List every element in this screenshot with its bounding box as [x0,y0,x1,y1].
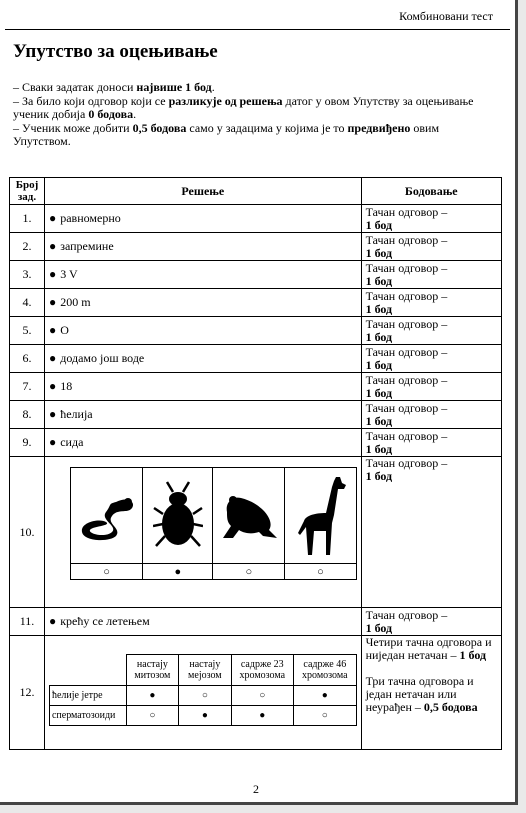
row-answer: ● сида [44,429,361,457]
instructions [13,81,493,149]
header-solution: Решење [44,178,361,205]
row-number: 4. [10,289,45,317]
table-row [10,401,502,429]
table-header-row [10,178,502,205]
table-row [10,233,502,261]
row-number: 5. [10,317,45,345]
row-answer: ● запремине [44,233,361,261]
cells-row-liver: ћелије јетре ● ○ ○ ● [49,686,356,706]
cells-row-sperm: сперматозоиди ○ ● ● ○ [49,706,356,726]
header-scoring: Бодовање [361,178,501,205]
page-title: Упутство за оцењивање [13,41,218,62]
scoring-half: Три тачна одговора и један нетачан или неурађен – 0,5 бодова [365,674,478,714]
animals-table [70,467,357,580]
table-row-12 [10,636,502,750]
table-row [10,205,502,233]
row-scoring: Тачан одговор – 1 бод [361,429,501,457]
table-row [10,289,502,317]
table-row-10 [10,457,502,608]
row-number: 8. [10,401,45,429]
instruction-2: – За било који одговор који се разликује од решења датог у овом Упутству за оцењивање ученик добија 0 бодова. [13,93,474,121]
col-46-chromosomes: садрже 46 хромозома [294,655,357,686]
col-mitosis: настају митозом [126,655,179,686]
row-scoring: Тачан одговор – 1 бод [361,345,501,373]
cells-table [49,654,357,726]
page-number: 2 [253,782,259,796]
animal-mark-1: ○ [70,564,142,580]
row-answer: ● крећу се летењем [44,608,361,636]
row-number: 7. [10,373,45,401]
row-answer-cells [44,636,361,750]
table-row [10,345,502,373]
table-row [10,317,502,345]
instruction-1: – Сваки задатак доноси највише 1 бод. [13,80,215,94]
animal-mark-2: ● [143,564,213,580]
row-number: 6. [10,345,45,373]
row-number: 1. [10,205,45,233]
row-answer: ● 200 m [44,289,361,317]
table-row [10,373,502,401]
row-scoring: Тачан одговор – 1 бод [361,205,501,233]
row-scoring: Тачан одговор – 1 бод [361,289,501,317]
snake-icon [70,468,142,564]
test-type-header: Комбиновани тест [399,9,493,23]
row-scoring: Тачан одговор – 1 бод [361,401,501,429]
frog-icon [213,468,285,564]
instruction-3: – Ученик може добити 0,5 бодова само у задацима у којима је то предвиђено овим Упутством. [13,120,440,148]
row-number: 11. [10,608,45,636]
row-scoring [361,636,501,750]
row-scoring: Тачан одговор – 1 бод [361,233,501,261]
animal-mark-4: ○ [285,564,356,580]
row-answer: ● 3 V [44,261,361,289]
header-divider [5,29,510,30]
row-scoring: Тачан одговор – 1 бод [361,457,501,608]
row-answer: ● 18 [44,373,361,401]
answer-key-table [9,177,502,750]
col-23-chromosomes: садрже 23 хромозома [231,655,293,686]
animal-mark-3: ○ [213,564,285,580]
row-answer-animals [44,457,361,608]
row-number: 10. [10,457,45,608]
row-answer: ● додамо још воде [44,345,361,373]
table-row [10,429,502,457]
row-answer: ● ћелија [44,401,361,429]
row-number: 2. [10,233,45,261]
row-scoring: Тачан одговор – 1 бод [361,608,501,636]
scoring-full: Четири тачна одговора и ниједан нетачан – 1 бод [365,635,492,662]
giraffe-icon [285,468,356,564]
row-scoring: Тачан одговор – 1 бод [361,373,501,401]
col-meiosis: настају мејозом [179,655,231,686]
header-num: Број зад. [10,178,45,205]
row-number: 3. [10,261,45,289]
row-scoring: Тачан одговор – 1 бод [361,317,501,345]
row-scoring: Тачан одговор – 1 бод [361,261,501,289]
row-number: 12. [10,636,45,750]
row-answer: ● O [44,317,361,345]
table-row-11 [10,608,502,636]
beetle-icon [143,468,213,564]
row-answer: ● равномерно [44,205,361,233]
row-number: 9. [10,429,45,457]
table-row [10,261,502,289]
